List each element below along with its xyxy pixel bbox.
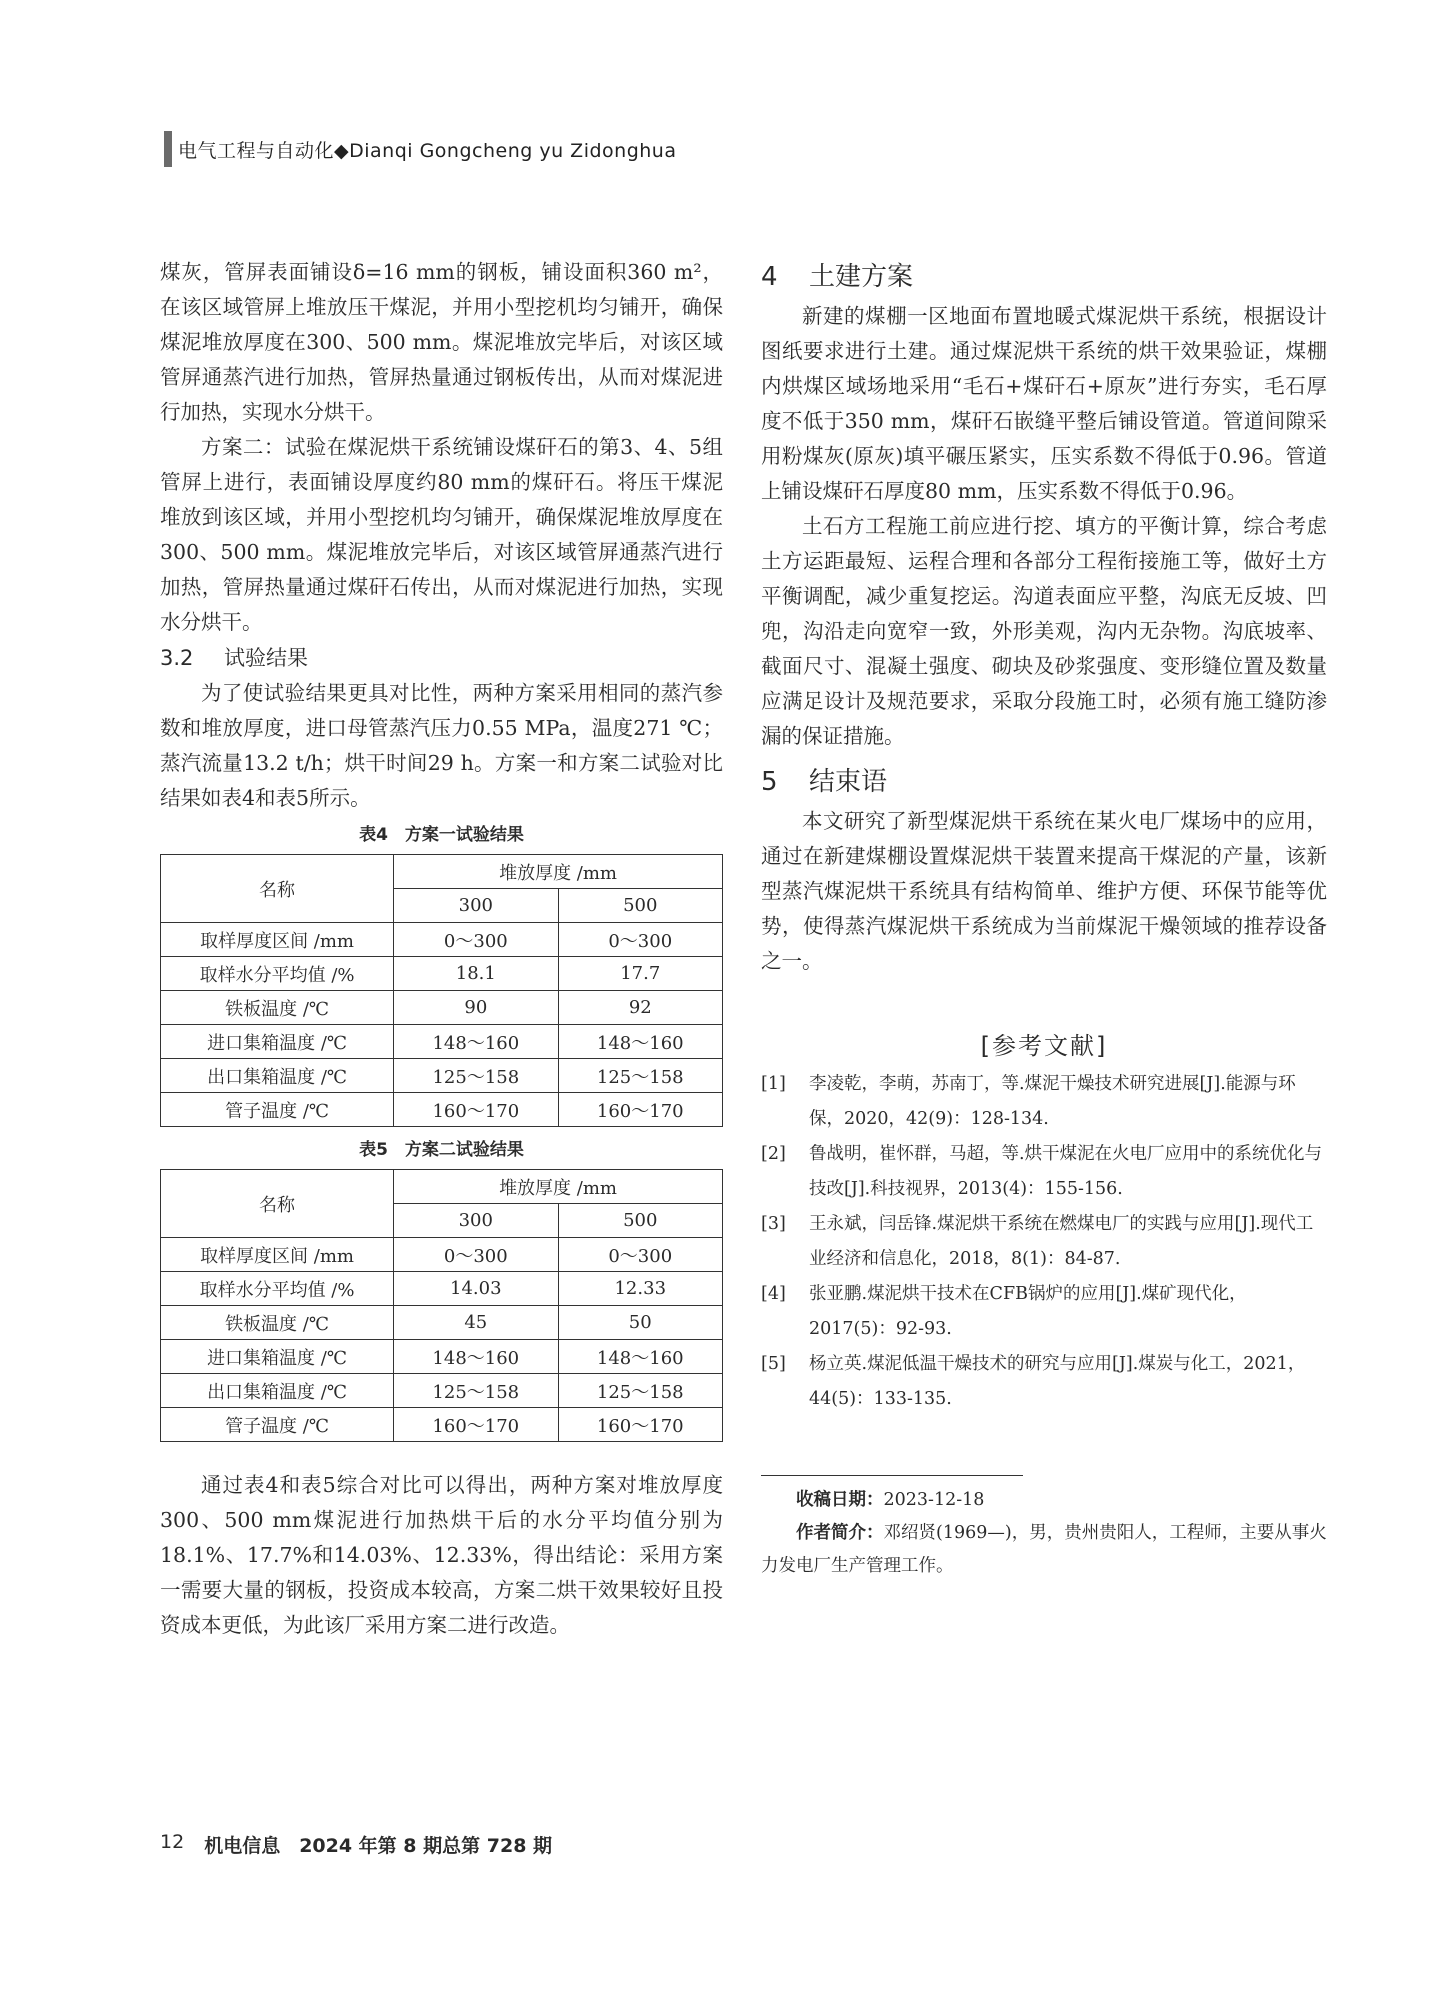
table-header-name: 名称: [161, 855, 394, 923]
table-header-col: 500: [558, 1204, 722, 1238]
table-cell: 125～158: [558, 1059, 722, 1093]
author-note: [761, 1517, 1327, 1583]
table-row: [161, 991, 723, 1025]
table-cell: 148～160: [394, 1340, 558, 1374]
table-cell: 0～300: [558, 923, 722, 957]
left-paragraph-3: 为了使试验结果更具对比性，两种方案采用相同的蒸汽参数和堆放厚度，进口母管蒸汽压力0.55 MPa，温度271 ℃；蒸汽流量13.2 t/h；烘干时间29 h。方案一和方案二试验对比结果如表4和表5所示。: [160, 681, 723, 810]
table-row: [161, 1238, 723, 1272]
table-cell: 0～300: [394, 923, 558, 957]
reference-item: [761, 1347, 1327, 1417]
page-footer: [160, 1831, 552, 1858]
received-date-note: [761, 1484, 1327, 1517]
table-cell: 进口集箱温度 /℃: [161, 1025, 394, 1059]
table-cell: 取样水分平均值 /%: [161, 957, 394, 991]
table-cell: 铁板温度 /℃: [161, 1306, 394, 1340]
table-cell: 铁板温度 /℃: [161, 991, 394, 1025]
table-cell: 取样厚度区间 /mm: [161, 1238, 394, 1272]
table5: [160, 1169, 723, 1442]
section-title: 土建方案: [809, 262, 914, 292]
page-number: 12: [160, 1831, 185, 1853]
author-label: 作者简介：: [796, 1523, 884, 1543]
footnote-rule: [761, 1475, 1023, 1476]
table-cell: 出口集箱温度 /℃: [161, 1059, 394, 1093]
table-cell: 125～158: [558, 1374, 722, 1408]
journal-info: 机电信息 2024 年第 8 期总第 728 期: [204, 1835, 553, 1857]
reference-item: [761, 1137, 1327, 1207]
left-column: [160, 255, 723, 1643]
left-paragraph-4: 通过表4和表5综合对比可以得出，两种方案对堆放厚度300、500 mm煤泥进行加热烘干后的水分平均值分别为18.1%、17.7%和14.03%、12.33%，得出结论：采用方案一需要大量的钢板，投资成本较高，方案二烘干效果较好且投资成本更低，为此该厂采用方案二进行改造。: [160, 1473, 723, 1637]
table-header-name: 名称: [161, 1170, 394, 1238]
right-paragraph-3: 本文研究了新型煤泥烘干系统在某火电厂煤场中的应用，通过在新建煤棚设置煤泥烘干装置来提高干煤泥的产量，该新型蒸汽煤泥烘干系统具有结构简单、维护方便、环保节能等优势，使得蒸汽煤泥烘干系统成为当前煤泥干燥领域的推荐设备之一。: [761, 809, 1327, 973]
table-cell: 0～300: [394, 1238, 558, 1272]
table-row: [161, 1025, 723, 1059]
table-cell: 50: [558, 1306, 722, 1340]
received-date: 2023-12-18: [883, 1490, 985, 1510]
right-column: [761, 255, 1327, 1583]
right-paragraph-1: 新建的煤棚一区地面布置地暖式煤泥烘干系统，根据设计图纸要求进行土建。通过煤泥烘干系统的烘干效果验证，煤棚内烘煤区域场地采用“毛石+煤矸石+原灰”进行夯实，毛石厚度不低于350 mm，煤矸石嵌缝平整后铺设管道。管道间隙采用粉煤灰(原灰)填平碾压紧实，压实系数不得低于0.96。管道上铺设煤矸石厚度80 mm，压实系数不得低于0.96。: [761, 304, 1327, 503]
reference-text: 李凌乾，李萌，苏南丁，等.煤泥干燥技术研究进展[J].能源与环保，2020，42(9)：128-134.: [809, 1074, 1296, 1129]
section-3-2-heading: [160, 640, 723, 676]
right-paragraph-2: 土石方工程施工前应进行挖、填方的平衡计算，综合考虑土方运距最短、运程合理和各部分工程衔接施工等，做好土方平衡调配，减少重复挖运。沟道表面应平整，沟底无反坡、凹兜，沟沿走向宽窄一致，外形美观，沟内无杂物。沟底坡率、截面尺寸、混凝土强度、砌块及砂浆强度、变形缝位置及数量应满足设计及规范要求，采取分段施工时，必须有施工缝防渗漏的保证措施。: [761, 514, 1327, 748]
table-cell: 0～300: [558, 1238, 722, 1272]
table-row: [161, 1408, 723, 1442]
section-number: 3.2: [160, 646, 194, 670]
table-cell: 160～170: [558, 1093, 722, 1127]
reference-item: [761, 1277, 1327, 1347]
table-cell: 14.03: [394, 1272, 558, 1306]
table-cell: 160～170: [394, 1408, 558, 1442]
header-bar: [164, 131, 172, 167]
left-paragraph-1: 煤灰，管屏表面铺设δ=16 mm的钢板，铺设面积360 m²，在该区域管屏上堆放压干煤泥，并用小型挖机均匀铺开，确保煤泥堆放厚度在300、500 mm。煤泥堆放完毕后，对该区域管屏通蒸汽进行加热，管屏热量通过钢板传出，从而对煤泥进行加热，实现水分烘干。: [160, 260, 723, 424]
table-cell: 90: [394, 991, 558, 1025]
reference-text: 杨立英.煤泥低温干燥技术的研究与应用[J].煤炭与化工，2021，44(5)：133-135.: [809, 1354, 1306, 1409]
section-4-heading: [761, 255, 1327, 299]
reference-item: [761, 1207, 1327, 1277]
table-cell: 管子温度 /℃: [161, 1093, 394, 1127]
table-cell: 160～170: [394, 1093, 558, 1127]
table-cell: 取样厚度区间 /mm: [161, 923, 394, 957]
section-number: 4: [761, 262, 778, 292]
table-row: [161, 1093, 723, 1127]
author-text: 邓绍贤(1969—)，男，贵州贵阳人，工程师，主要从事火力发电厂生产管理工作。: [761, 1523, 1327, 1576]
table-cell: 管子温度 /℃: [161, 1408, 394, 1442]
table-cell: 取样水分平均值 /%: [161, 1272, 394, 1306]
table-cell: 12.33: [558, 1272, 722, 1306]
table-cell: 出口集箱温度 /℃: [161, 1374, 394, 1408]
table4: [160, 854, 723, 1127]
table-cell: 125～158: [394, 1059, 558, 1093]
table-row: [161, 1306, 723, 1340]
reference-text: 张亚鹏.煤泥烘干技术在CFB锅炉的应用[J].煤矿现代化，2017(5)：92-93.: [809, 1284, 1247, 1339]
reference-number: [5]: [761, 1354, 786, 1374]
table-row: [161, 957, 723, 991]
table-cell: 160～170: [558, 1408, 722, 1442]
table-row: [161, 1340, 723, 1374]
table-cell: 18.1: [394, 957, 558, 991]
section-number: 5: [761, 767, 778, 797]
table-cell: 17.7: [558, 957, 722, 991]
reference-text: 王永斌，闫岳锋.煤泥烘干系统在燃煤电厂的实践与应用[J].现代工业经济和信息化，2018，8(1)：84-87.: [809, 1214, 1314, 1269]
table-header-col: 500: [558, 889, 722, 923]
table-row: [161, 1272, 723, 1306]
section-title: 结束语: [809, 767, 888, 797]
section-5-heading: [761, 760, 1327, 804]
reference-item: [761, 1067, 1327, 1137]
reference-number: [2]: [761, 1144, 786, 1164]
reference-text: 鲁战明，崔怀群，马超，等.烘干煤泥在火电厂应用中的系统优化与技改[J].科技视界，2013(4)：155-156.: [809, 1144, 1323, 1199]
left-paragraph-2: 方案二：试验在煤泥烘干系统铺设煤矸石的第3、4、5组管屏上进行，表面铺设厚度约80 mm的煤矸石。将压干煤泥堆放到该区域，并用小型挖机均匀铺开，确保煤泥堆放厚度在300、500 mm。煤泥堆放完毕后，对该区域管屏通蒸汽进行加热，管屏热量通过煤矸石传出，从而对煤泥进行加热，实现水分烘干。: [160, 435, 723, 634]
table-row: [161, 1374, 723, 1408]
table-cell: 148～160: [558, 1025, 722, 1059]
table5-caption: 表5 方案二试验结果: [359, 1140, 524, 1160]
table4-caption: 表4 方案一试验结果: [359, 825, 524, 845]
reference-number: [3]: [761, 1214, 786, 1234]
references-list: [761, 1067, 1327, 1417]
section-title: 试验结果: [224, 646, 308, 670]
table-cell: 进口集箱温度 /℃: [161, 1340, 394, 1374]
reference-number: [4]: [761, 1284, 786, 1304]
references-title: [参考文献]: [980, 1032, 1108, 1060]
table-cell: 92: [558, 991, 722, 1025]
received-label: 收稿日期：: [796, 1490, 884, 1510]
table-cell: 148～160: [558, 1340, 722, 1374]
table-row: [161, 1059, 723, 1093]
table-header-group: 堆放厚度 /mm: [394, 1170, 723, 1204]
running-header: [164, 131, 677, 167]
table-cell: 148～160: [394, 1025, 558, 1059]
table-header-col: 300: [394, 1204, 558, 1238]
table-header-group: 堆放厚度 /mm: [394, 855, 723, 889]
reference-number: [1]: [761, 1074, 786, 1094]
header-text: 电气工程与自动化◆Dianqi Gongcheng yu Zidonghua: [178, 139, 677, 162]
table-row: [161, 923, 723, 957]
table-cell: 125～158: [394, 1374, 558, 1408]
table-cell: 45: [394, 1306, 558, 1340]
table-header-col: 300: [394, 889, 558, 923]
